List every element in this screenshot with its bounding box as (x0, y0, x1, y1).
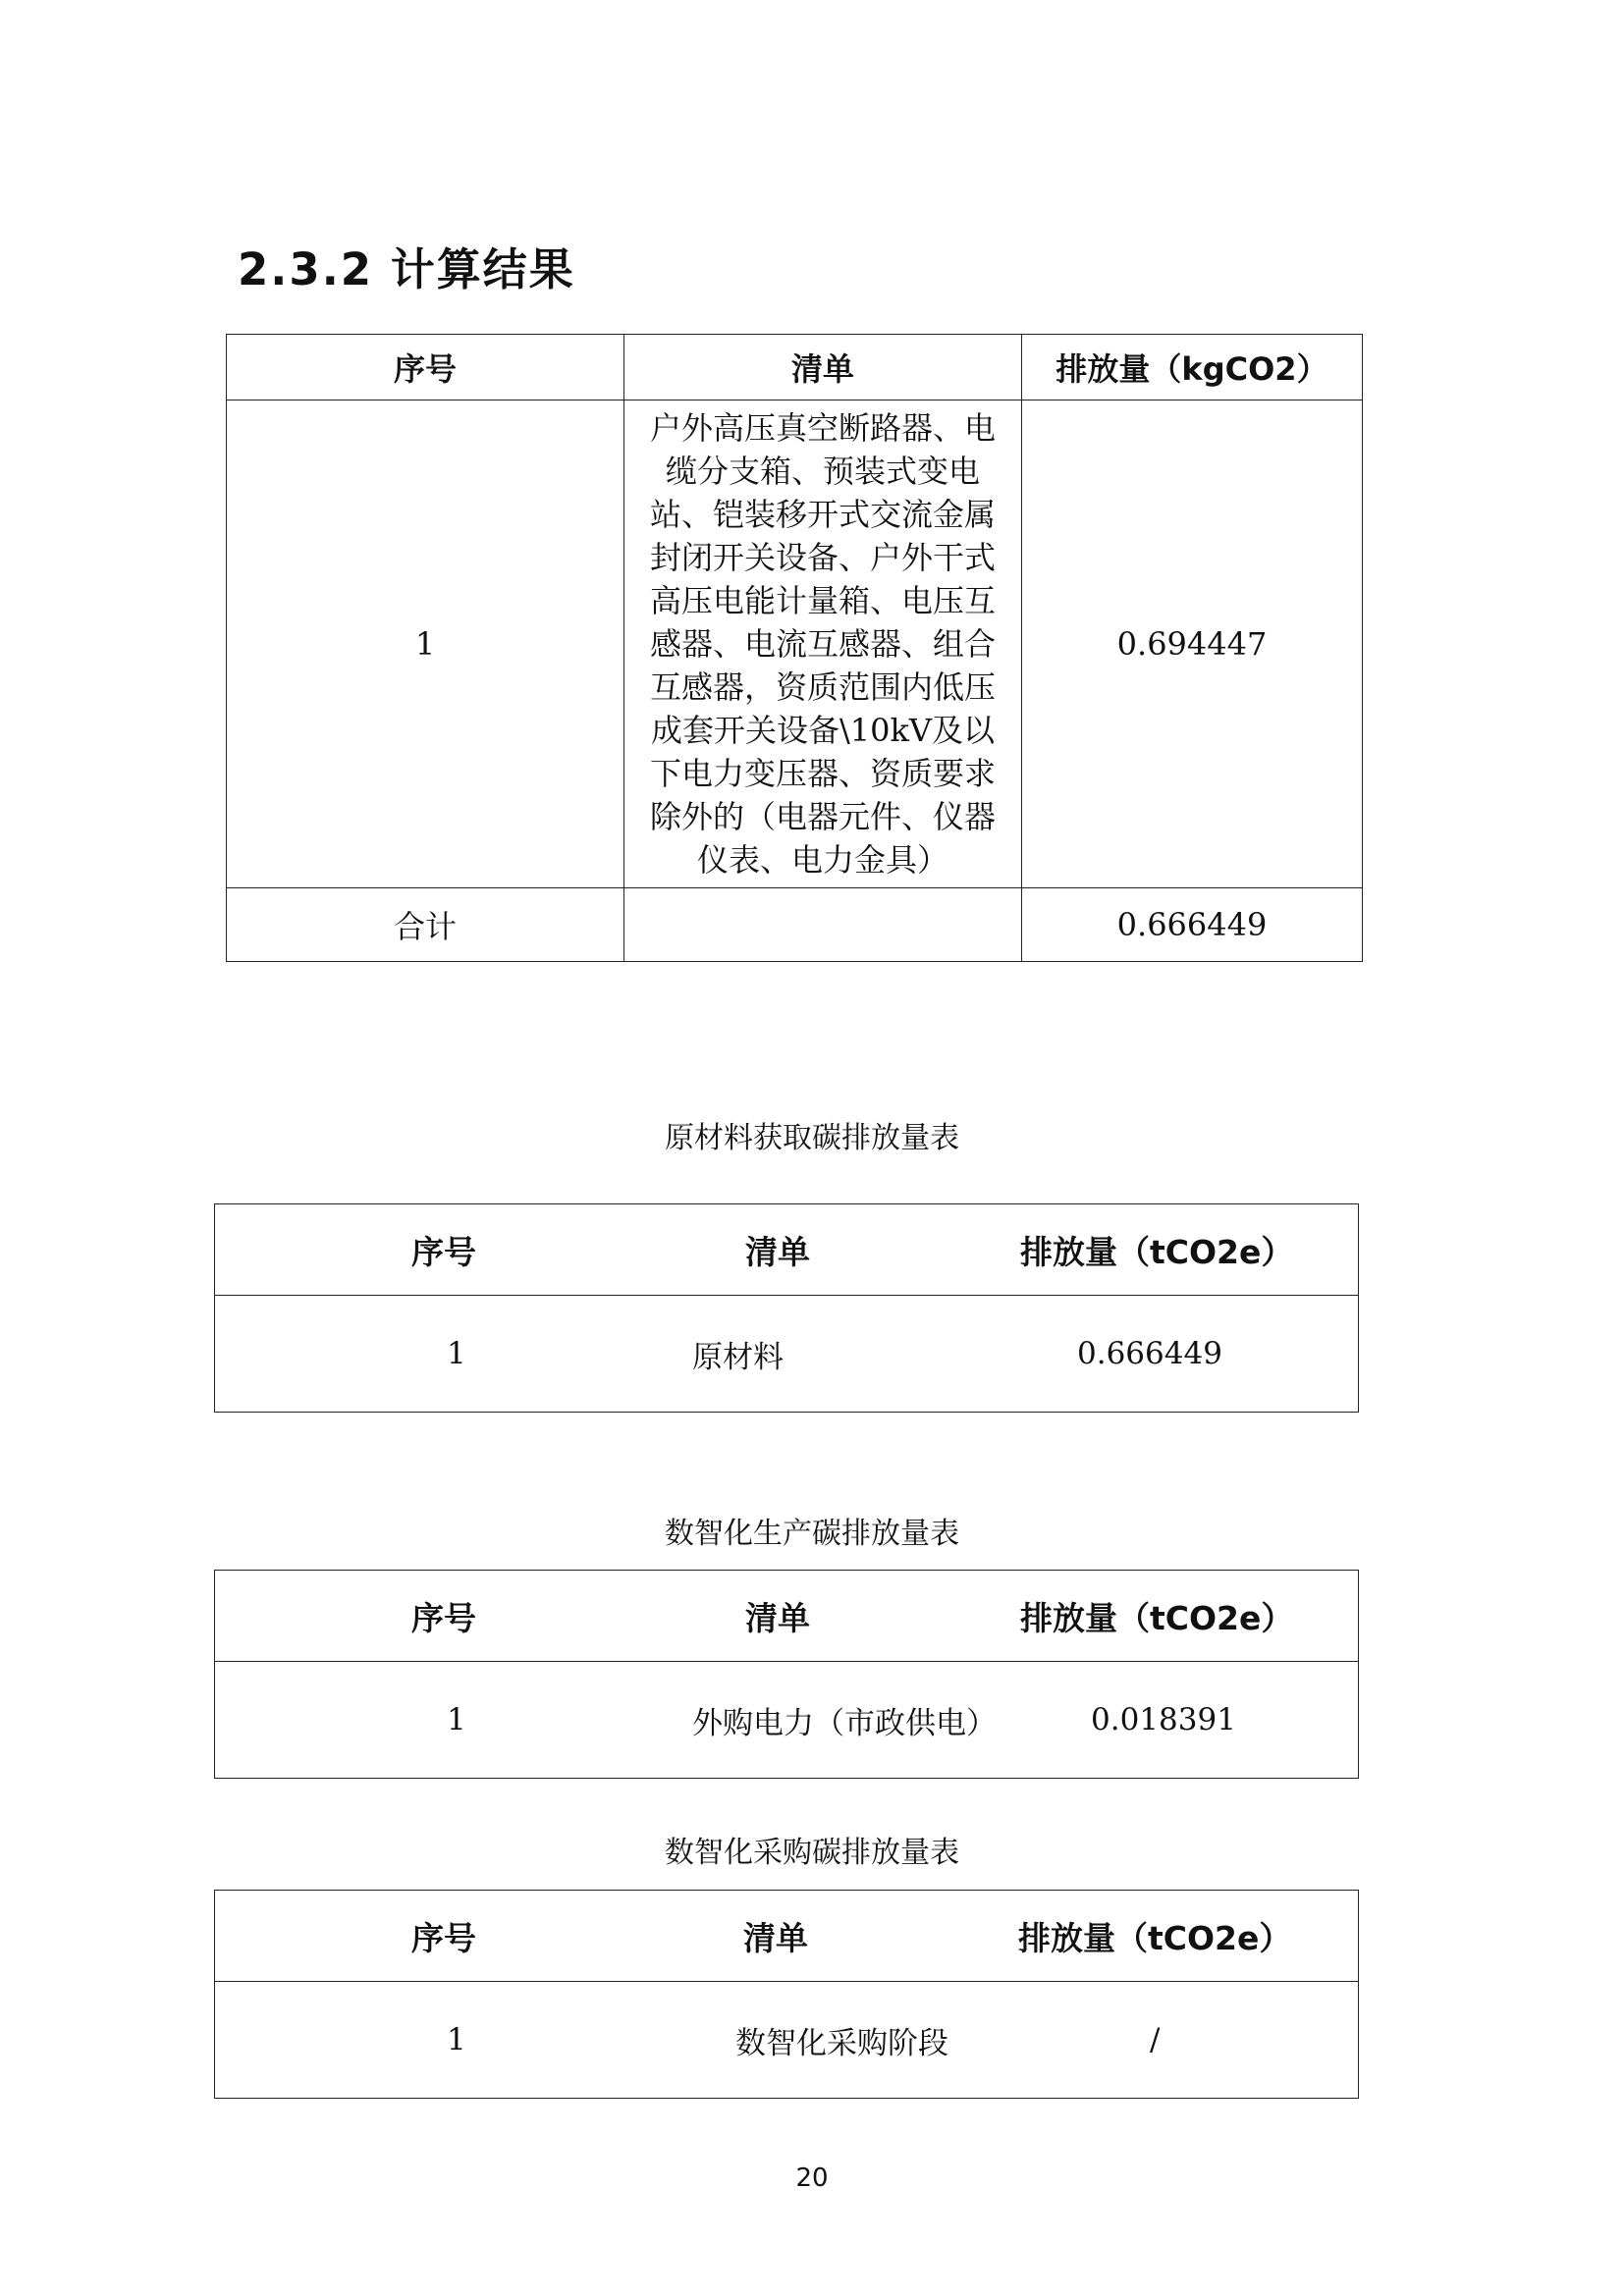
table-caption: 数智化生产碳排放量表 (665, 1517, 959, 1551)
cell-seq: 1 (215, 1662, 693, 1779)
cell-list: 原材料 (692, 1296, 1016, 1413)
cell-emission: / (1016, 1982, 1359, 2099)
header-emission: 排放量（tCO2e） (1016, 1571, 1359, 1662)
list-text: 户外高压真空断路器、电缆分支箱、预装式变电站、铠装移开式交流金属封闭开关设备、户外干式高压电能计量箱、电压互感器、电流互感器、组合互感器，资质范围内低压成套开关设备\10kV及以下电力变压器、资质要求除外的（电器元件、仪器仪表、电力金具） (649, 409, 996, 879)
table-caption: 原材料获取碳排放量表 (665, 1121, 959, 1155)
table-header-row (215, 1891, 1359, 1982)
page-number: 20 (795, 2163, 829, 2193)
header-emission: 排放量（tCO2e） (1016, 1204, 1359, 1296)
header-seq: 序号 (215, 1891, 693, 1982)
section-heading: 2.3.2 计算结果 (238, 243, 575, 295)
cell-seq: 1 (215, 1296, 693, 1413)
header-list: 清单 (692, 1891, 1016, 1982)
cell-seq: 1 (227, 400, 624, 888)
production-table (214, 1570, 1359, 1779)
cell-list: 外购电力（市政供电） (692, 1662, 1016, 1779)
total-emission: 0.666449 (1022, 888, 1363, 962)
table-row (215, 1982, 1359, 2099)
total-list (624, 888, 1022, 962)
header-emission: 排放量（tCO2e） (1016, 1891, 1359, 1982)
cell-list: 数智化采购阶段 (692, 1982, 1016, 2099)
header-emission: 排放量（kgCO2） (1022, 335, 1363, 400)
header-list: 清单 (624, 335, 1022, 400)
total-row (227, 888, 1363, 962)
table-row (215, 1662, 1359, 1779)
cell-emission: 0.018391 (1016, 1662, 1359, 1779)
header-list: 清单 (692, 1571, 1016, 1662)
table-caption: 数智化采购碳排放量表 (665, 1836, 959, 1870)
cell-seq: 1 (215, 1982, 693, 2099)
total-label: 合计 (227, 888, 624, 962)
emission-result-table (226, 334, 1363, 962)
table-row (215, 1296, 1359, 1413)
table-row (227, 400, 1363, 888)
header-seq: 序号 (215, 1571, 693, 1662)
table-header-row (227, 335, 1363, 400)
cell-emission: 0.666449 (1016, 1296, 1359, 1413)
table-header-row (215, 1571, 1359, 1662)
procurement-table (214, 1890, 1359, 2099)
cell-list (624, 400, 1022, 888)
raw-material-table (214, 1203, 1359, 1413)
header-list: 清单 (692, 1204, 1016, 1296)
header-seq: 序号 (215, 1204, 693, 1296)
header-seq: 序号 (227, 335, 624, 400)
cell-emission: 0.694447 (1022, 400, 1363, 888)
table-header-row (215, 1204, 1359, 1296)
